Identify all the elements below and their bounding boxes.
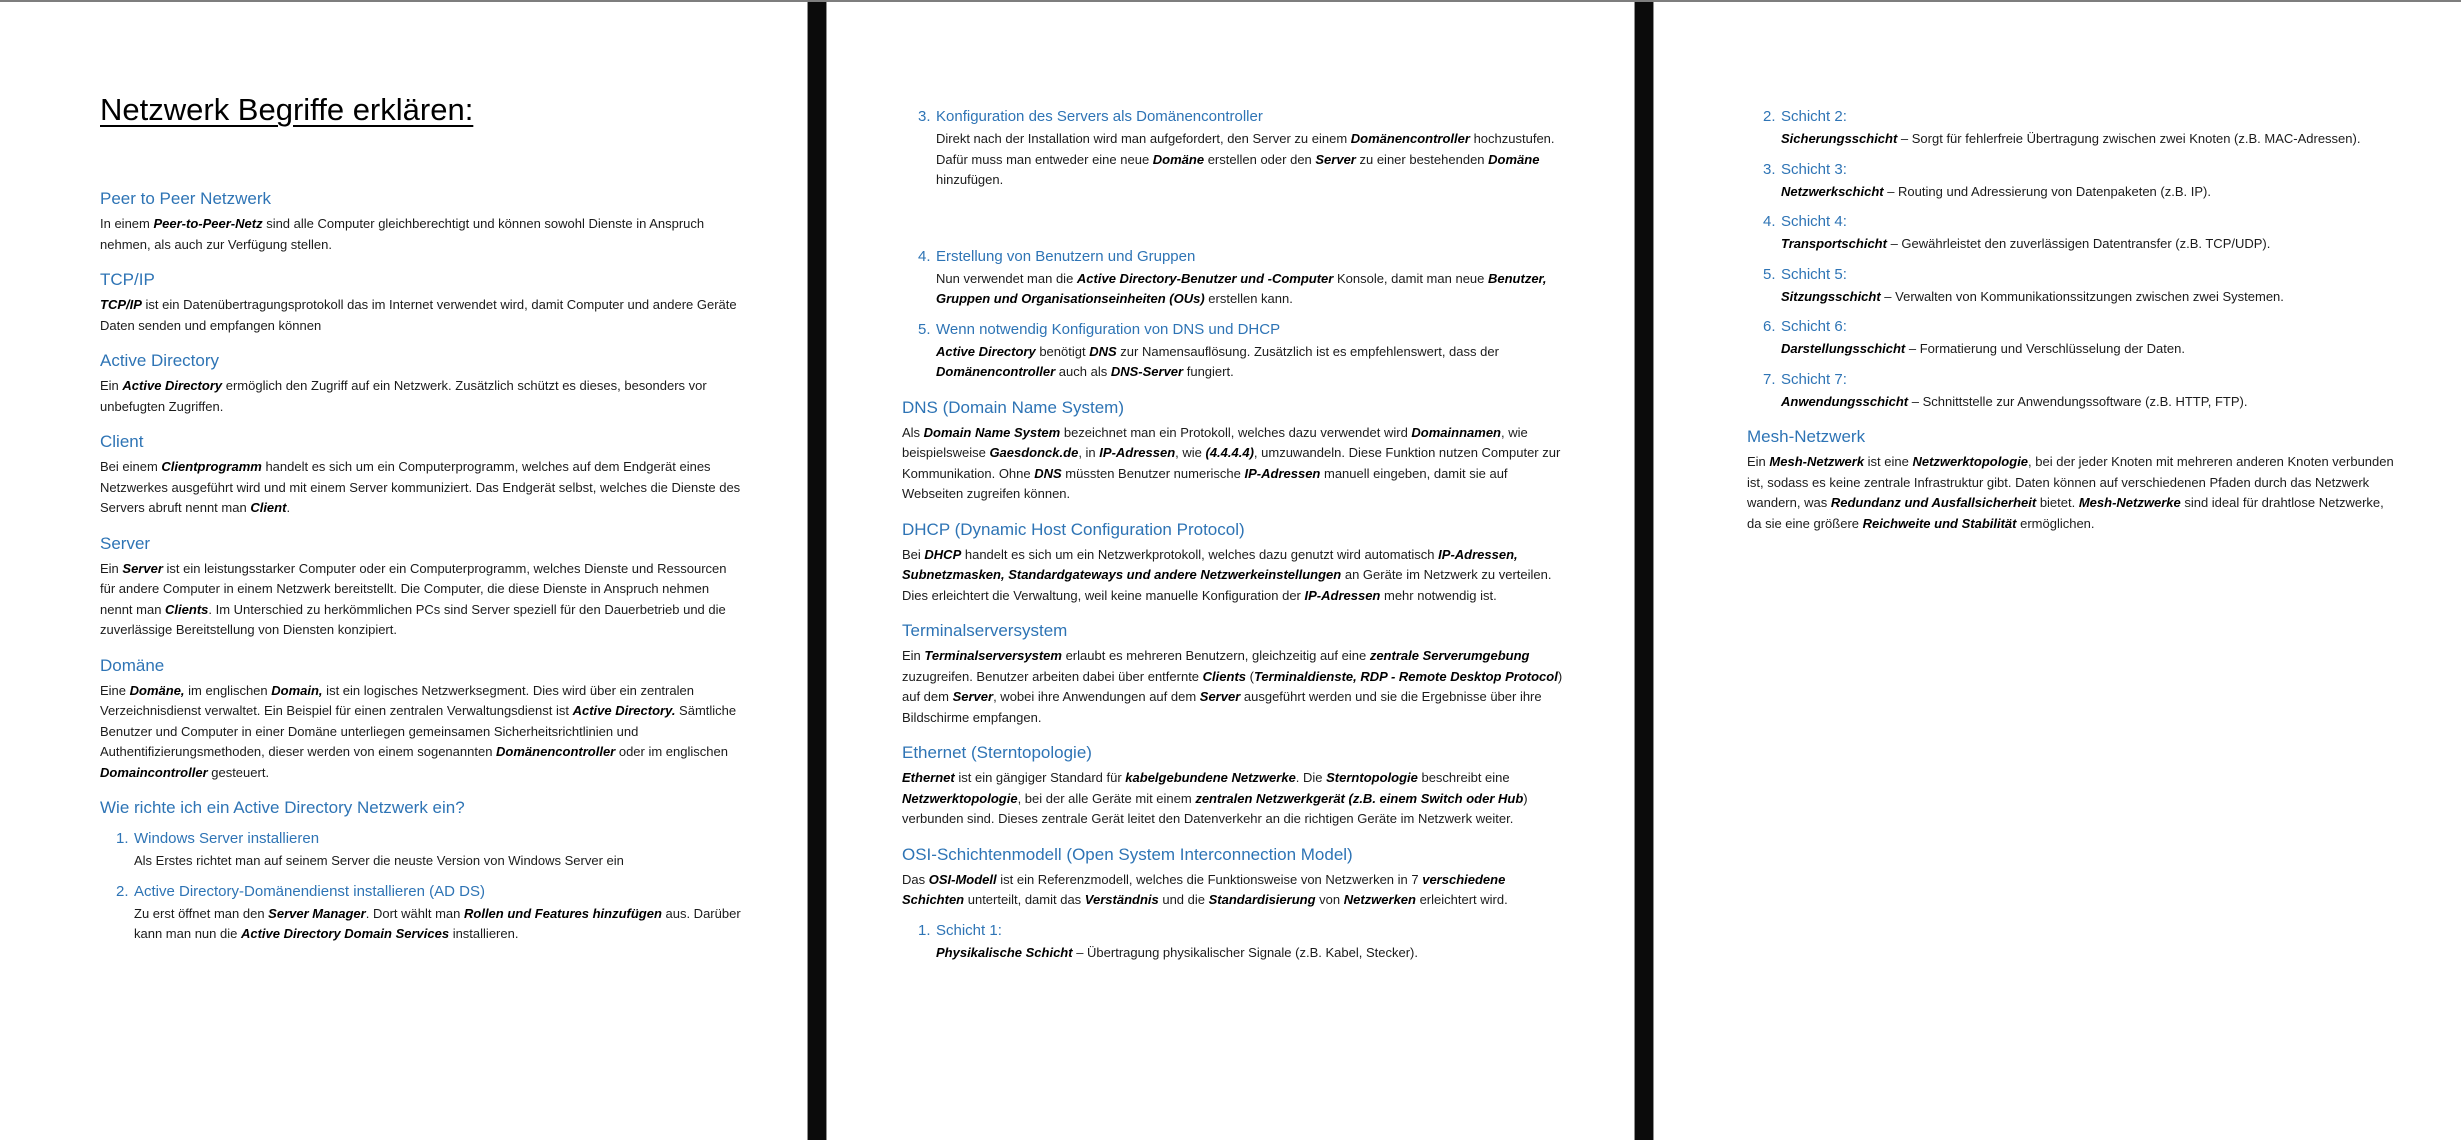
page-1-content (100, 90, 745, 945)
section-heading: Ethernet (Sterntopologie) (902, 743, 1092, 762)
text-run: Ein (1747, 454, 1770, 469)
text-run: , in (1078, 445, 1100, 460)
paragraph (100, 214, 745, 255)
numbered-heading-label: Schicht 2: (1781, 108, 1847, 125)
list-number: 1. (918, 921, 931, 939)
numbered-heading-label: Schicht 1: (936, 921, 1002, 939)
emphasized-term: Active Directory (122, 378, 223, 393)
emphasized-term: Netzwerkschicht (1781, 183, 1884, 199)
section-heading: TCP/IP (100, 270, 155, 289)
page-3-content (1747, 107, 2399, 534)
text-run: sind ideal für drahtlose Netzwerke, da sie eine größere (1747, 495, 2384, 531)
emphasized-term: Clients (1202, 668, 1246, 684)
emphasized-term: Clients (165, 601, 209, 617)
emphasized-term: Active Directory (936, 343, 1036, 359)
text-run: aus. Darüber kann man nun die (134, 905, 741, 941)
page-separator-1 (807, 2, 827, 1140)
section-heading: Domäne (100, 655, 165, 675)
emphasized-term: Domain Name System (923, 424, 1061, 440)
section-heading: OSI-Schichtenmodell (Open System Interconnection Model) (902, 844, 1353, 864)
text-run: Bei (902, 546, 925, 562)
text-run: zuzugreifen. Benutzer arbeiten dabei über entfernte (902, 668, 1203, 684)
text-run: , wie (1175, 445, 1206, 460)
emphasized-term: TCP/IP (100, 297, 142, 312)
emphasized-term: Server (122, 560, 163, 576)
text-run: ausgeführt werden und sie die Ergebnisse über ihre Bildschirme empfangen. (902, 689, 1542, 725)
list-paragraph (902, 943, 1571, 964)
text-run: – Verwalten von Kommunikationssitzungen zwischen zwei Systemen. (1880, 288, 2284, 304)
page-2-content (902, 107, 1571, 963)
text-run: , umzuwandeln. Diese Funktion nutzen Computer zur Kommunikation. Ohne (902, 445, 1561, 481)
text-run: unterteilt, damit das (964, 892, 1085, 907)
list-number: 7. (1763, 370, 1776, 388)
numbered-heading (100, 882, 745, 902)
text-run: mehr notwendig ist. (1380, 587, 1497, 603)
list-number: 4. (1763, 213, 1776, 230)
text-run: Zu erst öffnet man den (134, 905, 269, 921)
text-run: Sämtliche Benutzer und Computer in einer Domäne unterliegen gemeinsamen Sicherheitsrichtlinien und Authentifizierungsmethoden, dieser werden von einem sogenannten (100, 703, 737, 759)
numbered-heading-label: Schicht 7: (1781, 370, 1847, 388)
emphasized-term: zentralen Netzwerkgerät (z.B. einem Switch oder Hub (1195, 790, 1524, 806)
text-run: erstellen oder den (1204, 151, 1316, 167)
text-run: handelt es sich um ein Computerprogramm, welches auf dem Endgerät eines Netzwerkes ausgeführt wird und mit einem Server kommuniziert. Das Endgerät selbst, welches die Dienste des Servers abruft nennt man (100, 459, 741, 515)
text-run: – Übertragung physikalischer Signale (z.B. Kabel, Stecker). (1072, 944, 1418, 960)
numbered-heading-label: Schicht 5: (1781, 265, 1847, 283)
emphasized-term: IP-Adressen (1099, 445, 1176, 460)
emphasized-term: Terminalserversystem (924, 648, 1062, 663)
text-run: benötigt (1035, 343, 1090, 359)
list-paragraph (1747, 234, 2399, 255)
list-number: 3. (918, 108, 931, 125)
paragraph (100, 559, 745, 641)
emphasized-term: Standardisierung (1208, 892, 1316, 907)
text-run: – Routing und Adressierung von Datenpaketen (z.B. IP). (1883, 183, 2211, 199)
text-run: zu einer bestehenden (1355, 151, 1489, 167)
emphasized-term: Physikalische Schicht (936, 944, 1073, 960)
list-number: 5. (1763, 265, 1776, 283)
text-run: hinzufügen. (936, 172, 1004, 187)
emphasized-term: Transportschicht (1781, 236, 1887, 251)
text-run: auch als (1055, 364, 1111, 379)
section-heading: Wie richte ich ein Active Directory Netzwerk ein? (100, 798, 465, 817)
numbered-heading (1747, 160, 2399, 180)
numbered-heading (902, 107, 1571, 127)
emphasized-term: Sicherungsschicht (1781, 131, 1898, 146)
paragraph (100, 681, 745, 784)
emphasized-term: Active Directory-Benutzer und -Computer (1076, 270, 1334, 286)
emphasized-term: Netzwerken (1343, 892, 1416, 907)
paragraph (902, 545, 1571, 607)
text-run: ist ein Referenzmodell, welches die Funktionsweise von Netzwerken in 7 (996, 871, 1423, 887)
section-heading: Client (100, 432, 144, 451)
section-heading: Active Directory (100, 351, 220, 370)
emphasized-term: Rollen und Features hinzufügen (464, 905, 662, 921)
list-paragraph (902, 269, 1571, 310)
page-2 (827, 2, 1634, 1140)
text-run: Als Erstes richtet man auf seinem Server die neuste Version von Windows Server ein (134, 853, 624, 868)
emphasized-term: Benutzer, Gruppen und Organisationseinheiten (OUs) (936, 270, 1547, 306)
list-number: 6. (1763, 318, 1776, 335)
text-run: gesteuert. (207, 764, 270, 780)
text-run: Eine (100, 682, 130, 698)
emphasized-term: Darstellungsschicht (1781, 341, 1906, 356)
text-run: an Geräte im Netzwerk zu verteilen. Dies erleichtert die Verwaltung, weil keine manuelle Konfiguration der (902, 567, 1552, 603)
paragraph (100, 295, 745, 336)
emphasized-term: Active Directory Domain Services (240, 926, 450, 941)
emphasized-term: Server (1199, 689, 1241, 704)
paragraph (902, 423, 1571, 505)
section-heading: Mesh-Netzwerk (1747, 427, 1866, 446)
text-run: Ein (100, 378, 123, 393)
text-run: Ein (902, 648, 925, 663)
list-paragraph (1747, 129, 2399, 150)
emphasized-term: Ethernet (902, 770, 955, 785)
text-run: sind alle Computer gleichberechtigt und können sowohl Dienste in Anspruch nehmen, als auch zur Verfügung stellen. (100, 216, 705, 252)
text-run: ( (1246, 668, 1254, 684)
text-run: ist ein logisches Netzwerksegment. Dies wird über ein zentralen Verzeichnisdienst verwaltet. Ein Beispiel für einen zentralen Verwaltungsdienst ist (100, 682, 694, 718)
text-run: müssten Benutzer numerische (1061, 465, 1245, 481)
emphasized-term: Mesh-Netzwerk (1769, 454, 1865, 469)
emphasized-term: Active Directory. (572, 703, 676, 718)
emphasized-term: Peer-to-Peer-Netz (153, 216, 263, 231)
text-run: , bei der jeder Knoten mit mehreren anderen Knoten verbunden ist, sodass es keine zentrale Infrastruktur gibt. Daten können auf verschiedenen Pfaden durch das Netzwerk wandern, was (1747, 454, 2394, 510)
numbered-heading-label: Active Directory-Domänendienst installieren (AD DS) (134, 882, 485, 900)
text-run: bietet. (2036, 495, 2079, 510)
emphasized-term: Domänencontroller (936, 364, 1056, 379)
text-run: Nun verwendet man die (936, 270, 1077, 286)
emphasized-term: Domäne (1152, 151, 1205, 167)
emphasized-term: Sterntopologie (1326, 770, 1418, 785)
text-run: oder im englischen (615, 744, 728, 759)
text-run: , bei der alle Geräte mit einem (1017, 790, 1196, 806)
text-run: bezeichnet man ein Protokoll, welches dazu verwendet wird (1060, 424, 1412, 440)
list-number: 5. (918, 320, 931, 338)
paragraph (902, 768, 1571, 830)
text-run: erstellen kann. (1204, 291, 1293, 306)
list-number: 2. (116, 882, 129, 900)
section-heading: DHCP (Dynamic Host Configuration Protocol) (902, 519, 1245, 539)
numbered-heading (1747, 317, 2399, 337)
emphasized-term: Client (250, 500, 287, 515)
section-heading: Server (100, 533, 151, 553)
numbered-heading (100, 829, 745, 849)
numbered-heading (1747, 370, 2399, 390)
numbered-heading (902, 921, 1571, 941)
text-run: installieren. (449, 926, 519, 941)
pages-row (0, 2, 2461, 1140)
list-paragraph (100, 904, 745, 945)
paragraph (902, 646, 1571, 728)
emphasized-term: zentrale Serverumgebung (1369, 648, 1530, 663)
text-run: Ein (100, 560, 123, 576)
text-run: ist ein gängiger Standard für (954, 770, 1126, 785)
text-run: Bei einem (100, 459, 162, 474)
text-run: – Formatierung und Verschlüsselung der Daten. (1905, 341, 2185, 356)
emphasized-term: Anwendungsschicht (1781, 393, 1909, 409)
text-run: handelt es sich um ein Netzwerkprotokoll, welches dazu genutzt wird automatisch (961, 546, 1439, 562)
emphasized-term: DNS (1034, 465, 1062, 481)
paragraph (100, 376, 745, 417)
page-3 (1654, 2, 2461, 1140)
text-run: Als (902, 424, 924, 440)
emphasized-term: Domänencontroller (496, 744, 616, 759)
text-run: Direkt nach der Installation wird man aufgefordert, den Server zu einem (936, 131, 1351, 146)
emphasized-term: DHCP (924, 546, 962, 562)
numbered-heading (902, 247, 1571, 267)
text-run: manuell eingeben, damit sie auf Webseiten zugreifen können. (902, 465, 1508, 501)
text-run: ist ein Datenübertragungsprotokoll das im Internet verwendet wird, damit Computer und andere Geräte Daten senden und empfangen können (100, 297, 737, 333)
text-run: ist eine (1864, 454, 1913, 469)
emphasized-term: verschiedene Schichten (902, 871, 1506, 907)
paragraph (100, 457, 745, 519)
emphasized-term: Domaincontroller (100, 764, 208, 780)
emphasized-term: Domain, (271, 682, 323, 698)
emphasized-term: Server Manager (268, 905, 366, 921)
text-run: ) auf dem (902, 668, 1563, 704)
emphasized-term: (4.4.4.4) (1205, 445, 1254, 460)
paragraph (1747, 452, 2399, 534)
text-run: . Im Unterschied zu herkömmlichen PCs sind Server speziell für den Dauerbetrieb und die zuverlässige Bereitstellung von Diensten konzipiert. (100, 601, 726, 637)
section-heading: DNS (Domain Name System) (902, 397, 1124, 417)
text-run: fungiert. (1183, 364, 1234, 379)
numbered-heading-label: Wenn notwendig Konfiguration von DNS und DHCP (936, 320, 1281, 338)
emphasized-term: Domäne, (129, 682, 185, 698)
emphasized-term: Netzwerktopologie (902, 790, 1018, 806)
emphasized-term: Server (1315, 151, 1356, 167)
numbered-heading-label: Windows Server installieren (134, 830, 320, 847)
numbered-heading-label: Konfiguration des Servers als Domänencontroller (936, 108, 1263, 125)
list-paragraph (1747, 287, 2399, 308)
emphasized-term: DNS (1089, 343, 1117, 359)
emphasized-term: OSI-Modell (928, 871, 997, 887)
numbered-heading-label: Schicht 6: (1781, 318, 1847, 335)
text-run: ermöglichen. (2016, 515, 2095, 531)
page-separator-2 (1634, 2, 1654, 1140)
page-1 (0, 2, 807, 1140)
numbered-heading (1747, 265, 2399, 285)
emphasized-term: Server (952, 689, 994, 704)
list-number: 3. (1763, 160, 1776, 178)
numbered-heading-label: Erstellung von Benutzern und Gruppen (936, 247, 1196, 265)
emphasized-term: DNS-Server (1110, 364, 1184, 379)
numbered-heading (902, 320, 1571, 340)
emphasized-term: Netzwerktopologie (1912, 454, 2029, 469)
list-paragraph (100, 851, 745, 872)
list-paragraph (902, 342, 1571, 383)
text-run: In einem (100, 216, 154, 231)
emphasized-term: Gaesdonck.de (989, 445, 1079, 460)
list-paragraph (1747, 339, 2399, 360)
emphasized-term: IP-Adressen (1304, 587, 1381, 603)
emphasized-term: Sitzungsschicht (1781, 288, 1881, 304)
text-run: hochzustufen. Dafür muss man entweder eine neue (936, 131, 1555, 167)
numbered-heading-label: Schicht 3: (1781, 160, 1847, 178)
text-run: Das (902, 871, 929, 887)
emphasized-term: Mesh-Netzwerke (2078, 495, 2181, 510)
text-run: . Die (1295, 770, 1327, 785)
text-run: im englischen (184, 682, 272, 698)
numbered-heading (1747, 107, 2399, 127)
section-heading: Peer to Peer Netzwerk (100, 189, 272, 208)
emphasized-term: Redundanz und Ausfallsicherheit (1830, 495, 2037, 510)
list-number: 4. (918, 247, 931, 265)
emphasized-term: IP-Adressen (1244, 465, 1321, 481)
text-run: – Gewährleistet den zuverlässigen Datentransfer (z.B. TCP/UDP). (1886, 236, 2271, 251)
list-number: 2. (1763, 108, 1776, 125)
text-run: erleichtert wird. (1415, 892, 1508, 907)
text-run: . (286, 500, 291, 515)
text-run: und die (1158, 892, 1209, 907)
emphasized-term: IP-Adressen, Subnetzmasken, Standardgateways und andere Netzwerkeinstellungen (902, 546, 1518, 582)
emphasized-term: Terminaldienste, RDP - Remote Desktop Protocol (1253, 668, 1558, 684)
emphasized-term: Domänencontroller (1350, 131, 1470, 146)
section-heading: Terminalserversystem (902, 621, 1068, 640)
text-run: ) verbunden sind. Dieses zentrale Gerät leitet den Datenverkehr an die richtigen Geräte im Netzwerk weiter. (902, 790, 1528, 826)
text-run: , wobei ihre Anwendungen auf dem (993, 689, 1200, 704)
text-run: – Sorgt für fehlerfreie Übertragung zwischen zwei Knoten (z.B. MAC-Adressen). (1897, 131, 2361, 146)
list-number: 1. (116, 830, 129, 847)
emphasized-term: Clientprogramm (161, 459, 262, 474)
text-run: – Schnittstelle zur Anwendungssoftware (z.B. HTTP, FTP). (1908, 393, 2248, 409)
emphasized-term: Domainnamen (1411, 424, 1501, 440)
document-title: Netzwerk Begriffe erklären: (100, 92, 474, 127)
text-run: zur Namensauflösung. Zusätzlich ist es empfehlenswert, dass der (1116, 343, 1499, 359)
text-run: beschreibt eine (1417, 770, 1510, 785)
text-run: , wie beispielsweise (902, 424, 1528, 460)
numbered-heading (1747, 212, 2399, 232)
emphasized-term: Verständnis (1084, 892, 1159, 907)
list-paragraph (1747, 182, 2399, 203)
numbered-heading-label: Schicht 4: (1781, 213, 1847, 230)
paragraph (902, 870, 1571, 911)
emphasized-term: kabelgebundene Netzwerke (1125, 770, 1296, 785)
list-paragraph (1747, 392, 2399, 413)
emphasized-term: Reichweite und Stabilität (1862, 515, 2017, 531)
text-run: ist ein leistungsstarker Computer oder ein Computerprogramm, welches Dienste und Ressourcen für andere Computer in einem Netzwerk bereitstellt. Die Computer, die diese Dienste in Anspruch nehmen nennt man (100, 560, 727, 617)
text-run: von (1315, 892, 1344, 907)
text-run: . Dort wählt man (365, 905, 464, 921)
list-paragraph (902, 129, 1571, 191)
emphasized-term: Domäne (1488, 151, 1540, 167)
text-run: Konsole, damit man neue (1333, 270, 1488, 286)
text-run: erlaubt es mehreren Benutzern, gleichzeitig auf eine (1061, 648, 1370, 663)
text-run: ermöglich den Zugriff auf ein Netzwerk. Zusätzlich schützt es dieses, besonders vor unbefugten Zugriffen. (100, 378, 707, 414)
